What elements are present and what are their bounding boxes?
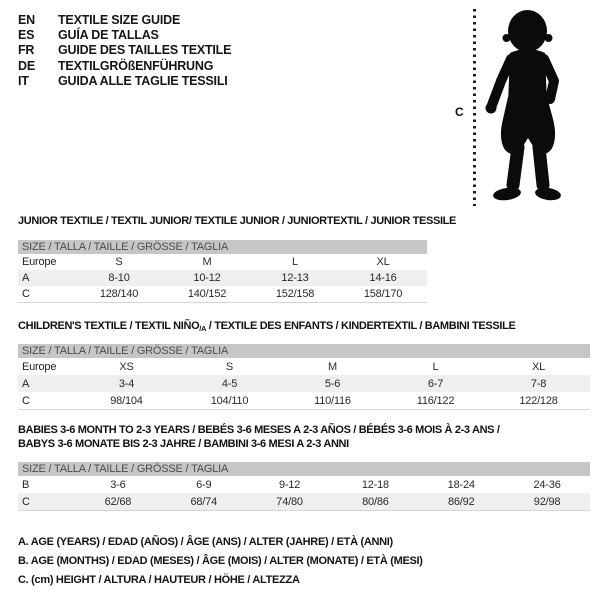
- language-row: [18, 13, 231, 28]
- row-label: A: [18, 270, 75, 286]
- table-cell: 62/68: [75, 493, 161, 510]
- language-title: GUIDE DES TAILLES TEXTILE: [58, 43, 232, 58]
- baby-silhouette-icon: [481, 7, 573, 206]
- language-row: [18, 74, 231, 89]
- title-text: CHILDREN'S TEXTILE / TEXTIL NIÑO: [18, 320, 200, 332]
- table-cell: 6-9: [196, 478, 212, 491]
- table-cell: 92/98: [504, 493, 590, 510]
- table-cell: 5-6: [281, 375, 384, 392]
- legend-line-b: B. AGE (MONTHS) / EDAD (MESES) / ÂGE (MOIS) / ALTER (MONATE) / ETÀ (MESI): [18, 555, 423, 567]
- table-cell: 18-24: [447, 478, 475, 491]
- table-cell: 14-16: [339, 270, 427, 286]
- table-cell: 74/80: [247, 493, 333, 510]
- table-cell: L: [292, 256, 298, 268]
- table-cell: 7-8: [487, 375, 590, 392]
- title-text: / TEXTILE DES ENFANTS / KINDERTEXTIL / BAMBINI TESSILE: [206, 320, 516, 332]
- title-subscript: /A: [199, 324, 207, 333]
- babies-section-title: [18, 424, 596, 451]
- table-cell: 158/170: [363, 288, 403, 300]
- table-cell: 8-10: [75, 270, 163, 286]
- row-label: C: [22, 394, 30, 407]
- measure-legend: [18, 533, 423, 590]
- table-cell: 3-6: [110, 478, 126, 491]
- table-cell: 3-4: [75, 375, 178, 392]
- table-row: [18, 358, 590, 375]
- title-line: BABIES 3-6 MONTH TO 2-3 YEARS / BEBÉS 3-6 MESES A 2-3 AÑOS / BÉBÉS 3-6 MOIS À 2-3 ANS /: [18, 424, 500, 436]
- table-cell: 12-13: [251, 270, 339, 286]
- table-cell: XL: [376, 256, 390, 268]
- table-cell: S: [115, 256, 123, 268]
- language-title-list: [18, 13, 231, 89]
- table-row: [18, 375, 590, 392]
- table-cell: 140/152: [187, 288, 227, 300]
- table-cell: 110/116: [314, 394, 351, 407]
- table-cell: M: [202, 256, 212, 268]
- row-label: C: [18, 493, 75, 510]
- height-measure-line: [473, 9, 476, 206]
- row-label: C: [22, 288, 30, 300]
- language-code: DE: [18, 58, 35, 73]
- row-label: A: [18, 375, 75, 392]
- table-row: [18, 270, 427, 286]
- table-cell: 104/110: [210, 394, 249, 407]
- language-code: FR: [18, 43, 35, 58]
- language-row: [18, 28, 231, 43]
- children-section-title: [18, 320, 596, 336]
- table-cell: 9-12: [278, 478, 301, 491]
- table-cell: XL: [531, 360, 546, 373]
- legend-line-a: A. AGE (YEARS) / EDAD (AÑOS) / ÂGE (ANS) / ALTER (JAHRE) / ETÀ (ANNI): [18, 536, 393, 548]
- table-cell: 152/158: [275, 288, 315, 300]
- row-label: Europe: [22, 360, 57, 373]
- table-cell: 4-5: [178, 375, 281, 392]
- language-code: ES: [18, 28, 35, 43]
- table-row: [18, 254, 427, 270]
- size-table: [18, 358, 590, 409]
- language-title: GUÍA DE TALLAS: [58, 28, 159, 43]
- language-title: TEXTILGRÖßENFÜHRUNG: [58, 58, 214, 73]
- table-cell: 80/86: [332, 493, 418, 510]
- title-line: BABYS 3-6 MONATE BIS 2-3 JAHRE / BAMBINI 3-6 MESI A 2-3 ANNI: [18, 437, 349, 450]
- table-cell: 6-7: [384, 375, 487, 392]
- table-cell: XS: [119, 360, 134, 373]
- language-code: EN: [18, 13, 35, 27]
- table-cell: L: [432, 360, 439, 373]
- table-cell: 116/122: [416, 394, 455, 407]
- table-cell: 12-18: [361, 478, 389, 491]
- measure-c-label: C: [455, 105, 464, 119]
- table-row: [18, 476, 590, 493]
- junior-size-table: [18, 240, 427, 303]
- junior-section-title: JUNIOR TEXTILE / TEXTIL JUNIOR/ TEXTILE JUNIOR / JUNIORTEXTIL / JUNIOR TESSILE: [18, 215, 457, 227]
- size-table: [18, 254, 427, 302]
- legend-line-c: C. (cm) HEIGHT / ALTURA / HAUTEUR / HÖHE / ALTEZZA: [18, 574, 300, 586]
- table-cell: 98/104: [110, 394, 143, 407]
- table-row: [18, 286, 427, 302]
- language-title: GUIDA ALLE TAGLIE TESSILI: [58, 73, 228, 88]
- size-header-bar: SIZE / TALLA / TAILLE / GRÖSSE / TAGLIA: [18, 240, 427, 254]
- table-cell: 128/140: [99, 288, 139, 300]
- size-header-bar: SIZE / TALLA / TAILLE / GRÖSSE / TAGLIA: [18, 462, 590, 476]
- row-label: B: [22, 478, 30, 491]
- language-row: [18, 59, 231, 74]
- language-row: [18, 43, 231, 58]
- language-title: TEXTILE SIZE GUIDE: [58, 13, 181, 27]
- children-size-table: [18, 344, 590, 410]
- table-row: [18, 493, 590, 510]
- size-header-bar: SIZE / TALLA / TAILLE / GRÖSSE / TAGLIA: [18, 344, 590, 358]
- row-label: Europe: [22, 256, 57, 268]
- size-table: [18, 476, 590, 510]
- table-row: [18, 392, 590, 409]
- table-cell: M: [328, 360, 337, 373]
- language-code: IT: [18, 73, 29, 88]
- table-cell: S: [225, 360, 234, 373]
- table-cell: 24-36: [533, 478, 561, 491]
- table-cell: 86/92: [418, 493, 504, 510]
- table-cell: 10-12: [163, 270, 251, 286]
- table-cell: 122/128: [519, 394, 558, 407]
- babies-size-table: [18, 462, 590, 511]
- table-cell: 68/74: [161, 493, 247, 510]
